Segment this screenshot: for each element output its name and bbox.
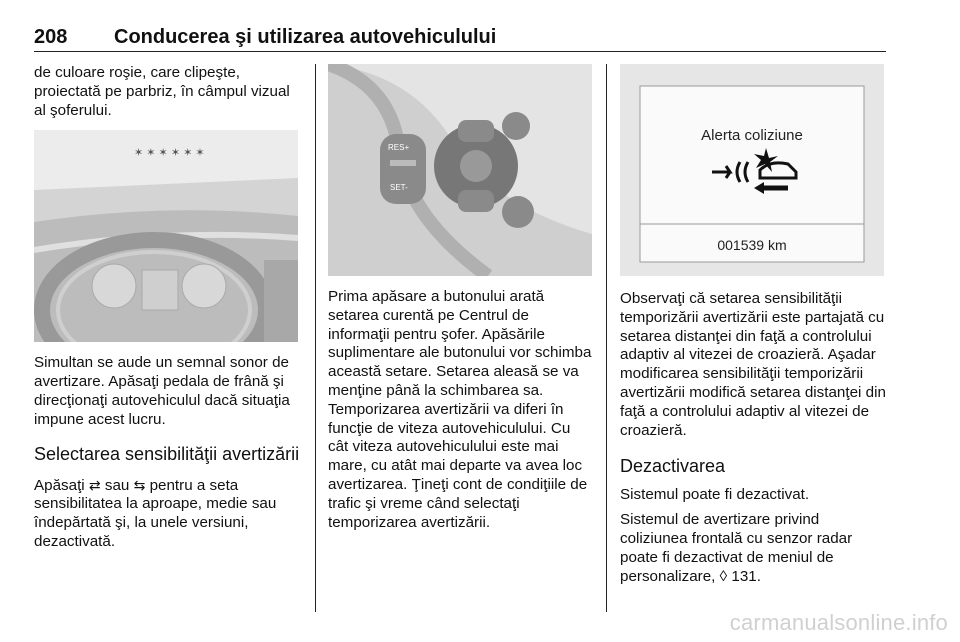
header-rule [34, 51, 886, 52]
button-paragraph: Prima apăsare a butonului arată setarea curentă pe Centrul de informaţii pentru şofer. Apăsările suplimentare ale butonului vor schimba această setare. Setarea aleasă se va menţine până la schimbarea sa. Temporizarea avertizării va diferi în funcţie de viteza autovehiculului. Cu cât viteza autovehiculului este mai mare, cu atât mai departe va avea loc avertizarea. Ţineţi cont de condiţiile de trafic şi vreme când selectaţi temporizarea avertizării. [328, 288, 592, 531]
section-heading-sensitivity: Selectarea sensibilităţii avertizării [34, 443, 300, 464]
steering-wheel-illustration [328, 64, 592, 276]
watermark: carmanualsonline.info [729, 610, 948, 635]
page-header [34, 26, 886, 54]
intro-text: de culoare roşie, care clipeşte, proiectată pe parbriz, în câmpul vizual al şoferului. [34, 64, 290, 119]
column-divider-1 [315, 64, 316, 612]
column-1 [34, 64, 300, 552]
odometer-reading: 001539 km [717, 237, 787, 253]
page-number: 208 [34, 26, 68, 48]
section-heading-deactivation: Dezactivarea [620, 456, 726, 477]
column-2 [328, 64, 592, 532]
column-divider-2 [606, 64, 607, 612]
svg-text:✶ ✶ ✶ ✶ ✶ ✶: ✶ ✶ ✶ ✶ ✶ ✶ [134, 147, 205, 160]
page-title: Conducerea şi utilizarea autovehiculului [114, 26, 497, 48]
driver-info-display-figure [620, 64, 884, 276]
warning-paragraph: Simultan se aude un semnal sonor de avertizare. Apăsaţi pedala de frână şi direcţionaţi autovehiculul dacă situaţia impune acest lucru. [34, 354, 290, 428]
collision-alert-display [620, 64, 884, 276]
deactivation-paragraph-1: Sistemul poate fi dezactivat. [620, 486, 810, 504]
distance-increase-icon: ⇄ [88, 476, 101, 493]
distance-decrease-icon: ⇆ [133, 476, 146, 493]
steering-wheel-controls-figure [328, 64, 592, 276]
display-title: Alerta coliziune [701, 127, 803, 144]
column-3 [620, 64, 886, 586]
sensitivity-note-paragraph: Observaţi că setarea sensibilităţii temporizării avertizării este partajată cu setarea distanţei din faţă a controlului adaptiv al vitezei de croazieră. Aşadar modificarea sensibilităţii temporizării avertizării modifică setarea distanţei din faţă a controlului adaptiv al vitezei de croazieră. [620, 290, 886, 439]
sensitivity-paragraph: Apăsaţi ⇄ sau ⇆ pentru a seta sensibilitatea la aproape, medie sau îndepărtată şi, la unele versiuni, dezactivată. [34, 476, 277, 550]
hud-dashboard-figure [34, 130, 298, 342]
page-reference-link[interactable]: 131. [731, 567, 761, 585]
set-label: SET- [390, 183, 408, 192]
deactivation-paragraph-2: Sistemul de avertizare privind coliziunea frontală cu senzor radar poate fi dezactivat de meniul de personalizare, ◊ 131. [620, 511, 853, 585]
dashboard-illustration [34, 130, 298, 342]
res-label: RES+ [388, 143, 410, 152]
page-reference-icon: ◊ [719, 567, 728, 585]
